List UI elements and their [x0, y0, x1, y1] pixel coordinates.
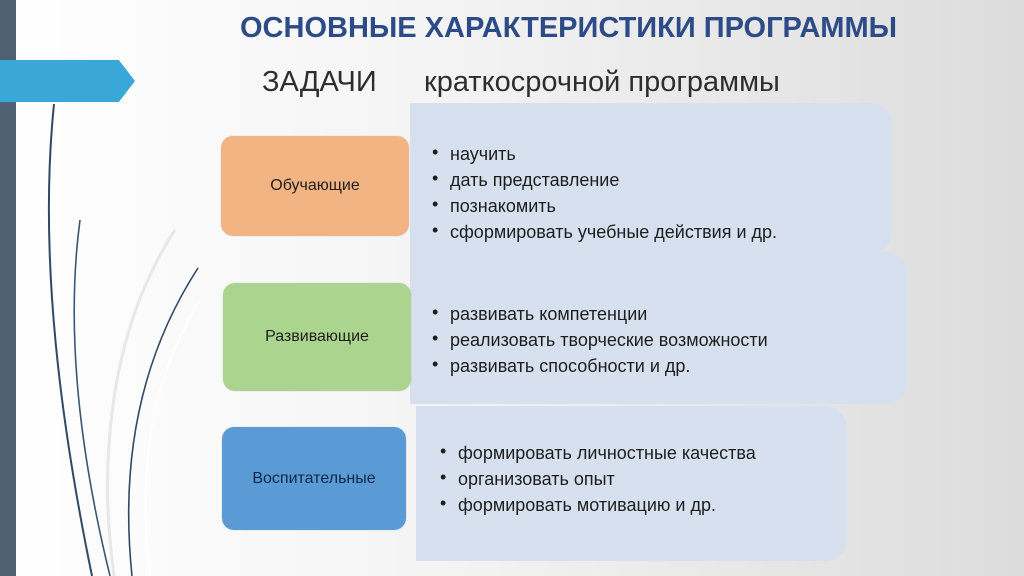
- subtitle: [262, 66, 780, 99]
- page-title: ОСНОВНЫЕ ХАРАКТЕРИСТИКИ ПРОГРАММЫ: [240, 12, 897, 44]
- task-list-educational: [438, 440, 756, 518]
- list-item: • сформировать учебные действия и др.: [430, 219, 777, 245]
- list-item: • научить: [430, 141, 777, 167]
- panel-teaching: [410, 103, 892, 253]
- list-item: • реализовать творческие возможности: [430, 327, 768, 353]
- list-item: • развивать компетенции: [430, 301, 768, 327]
- list-item: • познакомить: [430, 193, 777, 219]
- task-list-teaching: [430, 141, 777, 245]
- subtitle-word-tasks: ЗАДАЧИ: [262, 66, 377, 98]
- category-box-developing: Развивающие: [223, 283, 411, 391]
- panel-developing: [410, 252, 907, 404]
- category-box-teaching: Обучающие: [221, 136, 409, 236]
- list-item: • организовать опыт: [438, 466, 756, 492]
- list-item: • формировать личностные качества: [438, 440, 756, 466]
- subtitle-word-program: краткосрочной программы: [424, 66, 780, 98]
- arrow-banner: [0, 60, 135, 102]
- task-list-developing: [430, 301, 768, 379]
- list-item: • формировать мотивацию и др.: [438, 492, 756, 518]
- list-item: • дать представление: [430, 167, 777, 193]
- panel-educational: [416, 406, 847, 561]
- list-item: • развивать способности и др.: [430, 353, 768, 379]
- category-box-educational: Воспитательные: [222, 427, 406, 530]
